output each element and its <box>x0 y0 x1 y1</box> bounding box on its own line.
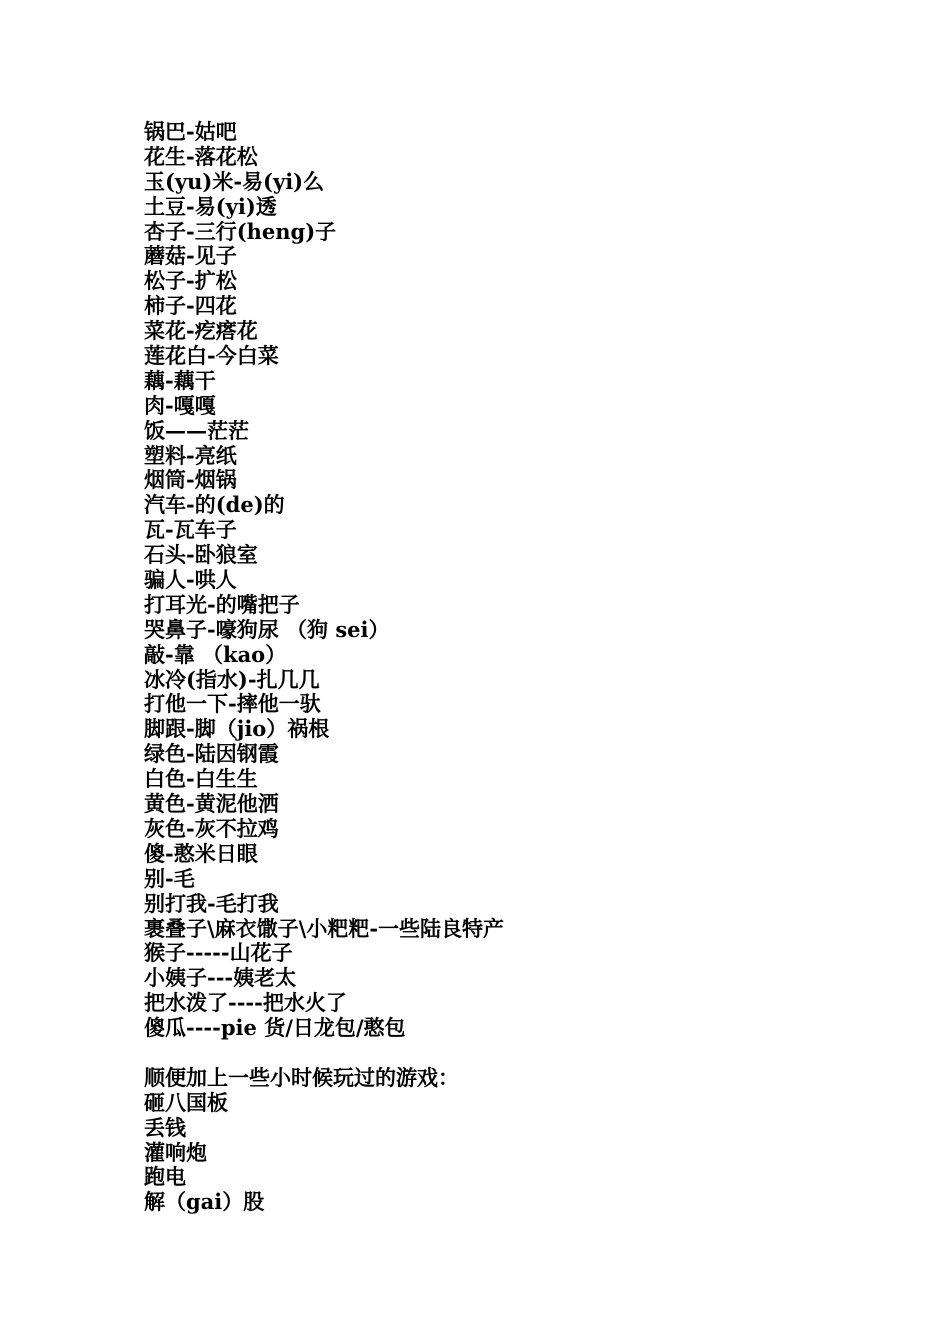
dialect-entry: 花生-落花松 <box>144 143 258 169</box>
dialect-entry: 蘑菇-见子 <box>144 243 237 269</box>
dialect-entry: 傻瓜----pie 货/日龙包/憨包 <box>144 1015 406 1041</box>
game-item: 解（gai）股 <box>144 1189 265 1215</box>
dialect-entry: 冰冷(指水)-扎几几 <box>144 666 320 692</box>
dialect-entry: 汽车-的(de)的 <box>144 492 285 518</box>
dialect-list <box>144 120 904 1041</box>
dialect-entry: 裹叠子\麻衣馓子\小粑粑-一些陆良特产 <box>144 915 505 941</box>
dialect-entry: 哭鼻子-嚎狗尿 （狗 sei） <box>144 616 390 642</box>
game-item: 跑电 <box>144 1164 186 1190</box>
dialect-entry: 瓦-瓦车子 <box>144 517 237 543</box>
dialect-entry: 石头-卧狼室 <box>144 542 258 568</box>
dialect-entry: 傻-憨米日眼 <box>144 840 258 866</box>
dialect-entry: 黄色-黄泥他洒 <box>144 791 279 817</box>
dialect-entry: 肉-嘎嘎 <box>144 392 216 418</box>
dialect-entry: 塑料-亮纸 <box>144 442 237 468</box>
dialect-entry: 把水泼了----把水火了 <box>144 990 347 1016</box>
game-item: 砸八国板 <box>144 1089 228 1115</box>
dialect-entry: 小姨子---姨老太 <box>144 965 297 991</box>
games-list <box>144 1091 904 1215</box>
dialect-entry: 菜花-疙瘩花 <box>144 318 258 344</box>
blank-line <box>144 1041 904 1066</box>
game-item: 灌响炮 <box>144 1139 207 1165</box>
dialect-entry: 绿色-陆因钢霞 <box>144 741 279 767</box>
dialect-entry: 灰色-灰不拉鸡 <box>144 815 279 841</box>
dialect-entry: 别-毛 <box>144 865 195 891</box>
dialect-entry: 藕-藕干 <box>144 367 216 393</box>
dialect-entry: 玉(yu)米-易(yi)么 <box>144 168 325 194</box>
dialect-entry: 打耳光-的嘴把子 <box>144 591 300 617</box>
dialect-entry: 脚跟-脚（jio）祸根 <box>144 716 330 742</box>
dialect-entry: 柿子-四花 <box>144 293 237 319</box>
dialect-entry: 白色-白生生 <box>144 766 258 792</box>
dialect-entry: 松子-扩松 <box>144 268 237 294</box>
dialect-entry: 饭——茫茫 <box>144 417 249 443</box>
dialect-entry: 莲花白-今白菜 <box>144 343 279 369</box>
dialect-entry: 土豆-易(yi)透 <box>144 193 277 219</box>
dialect-entry: 别打我-毛打我 <box>144 890 279 916</box>
dialect-entry: 锅巴-姑吧 <box>144 119 237 144</box>
games-intro: 顺便加上一些小时候玩过的游戏： <box>144 1064 459 1090</box>
dialect-entry: 打他一下-摔他一驮 <box>144 691 321 717</box>
dialect-entry: 烟筒-烟锅 <box>144 467 237 493</box>
dialect-entry: 猴子-----山花子 <box>144 940 293 966</box>
document-page <box>144 120 904 1215</box>
dialect-entry: 杏子-三行(heng)子 <box>144 218 337 244</box>
dialect-entry: 骗人-哄人 <box>144 567 237 593</box>
dialect-entry: 敲-靠 （kao） <box>144 641 287 667</box>
game-item: 丢钱 <box>144 1114 186 1140</box>
